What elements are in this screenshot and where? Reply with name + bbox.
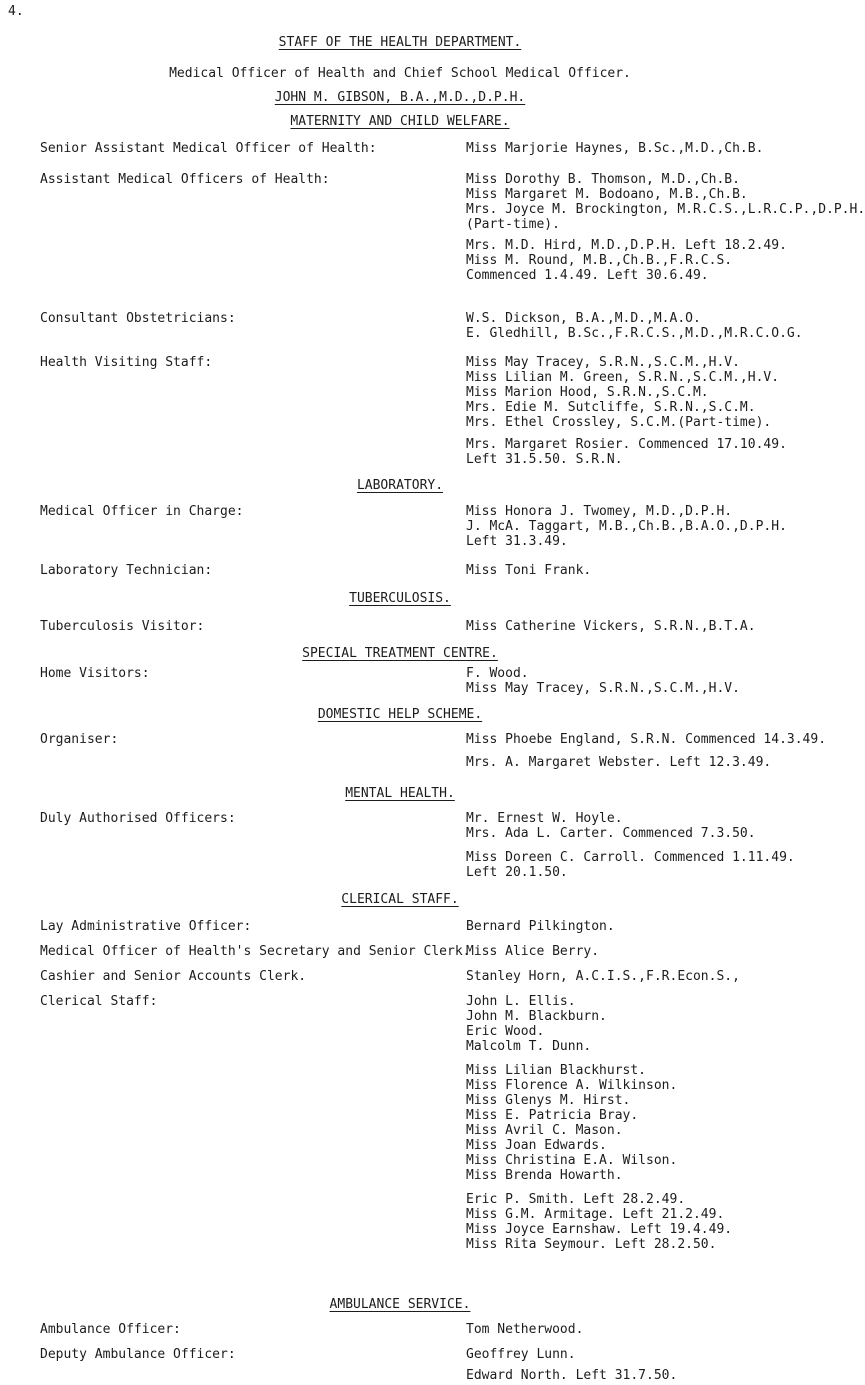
- entry-line: Mrs. A. Margaret Webster. Left 12.3.49.: [466, 755, 772, 770]
- entry-line: Miss Honora J. Twomey, M.D.,D.P.H.: [466, 504, 733, 519]
- entry-line: Mrs. Ethel Crossley, S.C.M.(Part-time).: [466, 415, 772, 430]
- entry-line: Miss Lilian Blackhurst.: [466, 1063, 647, 1078]
- entry-line: W.S. Dickson, B.A.,M.D.,M.A.O.: [466, 311, 701, 326]
- entry-line: Miss Doreen C. Carroll. Commenced 1.11.49.: [466, 850, 795, 865]
- label-home-visitors: Home Visitors:: [40, 666, 150, 681]
- section-heading-clerical: CLERICAL STAFF.: [341, 892, 459, 907]
- label-duly-authorised: Duly Authorised Officers:: [40, 811, 236, 826]
- entry-line: Mrs. Margaret Rosier. Commenced 17.10.49.: [466, 437, 787, 452]
- entry-line: John M. Blackburn.: [466, 1009, 607, 1024]
- entry-line: John L. Ellis.: [466, 994, 576, 1009]
- entry-lay-admin: Bernard Pilkington.: [466, 919, 615, 934]
- entry-senior-assistant: [466, 141, 763, 156]
- page-title: STAFF OF THE HEALTH DEPARTMENT.: [278, 35, 522, 50]
- entry-consultant-obstetricians: [466, 311, 803, 341]
- entry-line: Miss Brenda Howarth.: [466, 1168, 623, 1183]
- entry-line: Miss Dorothy B. Thomson, M.D.,Ch.B.: [466, 172, 740, 187]
- entry-line: Miss Christina E.A. Wilson.: [466, 1153, 678, 1168]
- entry-line: Mrs. Ada L. Carter. Commenced 7.3.50.: [466, 826, 756, 841]
- section-heading-tuberculosis: TUBERCULOSIS.: [349, 591, 451, 606]
- section-heading-mental-health: MENTAL HEALTH.: [345, 786, 455, 801]
- entry-line: J. McA. Taggart, M.B.,Ch.B.,B.A.O.,D.P.H.: [466, 519, 787, 534]
- entry-line: Eric P. Smith. Left 28.2.49.: [466, 1192, 686, 1207]
- label-senior-assistant: Senior Assistant Medical Officer of Health:: [40, 141, 377, 156]
- entry-lab-medical-officer: [466, 504, 787, 549]
- entry-line: Miss Joan Edwards.: [466, 1138, 607, 1153]
- entry-line: Commenced 1.4.49. Left 30.6.49.: [466, 268, 709, 283]
- entry-line: Left 31.3.49.: [466, 534, 568, 549]
- entry-line: (Part-time).: [466, 217, 560, 232]
- entry-home-visitors: [466, 666, 740, 696]
- label-consultant-obstetricians: Consultant Obstetricians:: [40, 311, 236, 326]
- entry-line: F. Wood.: [466, 666, 529, 681]
- label-ambulance-officer: Ambulance Officer:: [40, 1322, 181, 1337]
- entry-line: Mrs. Joyce M. Brockington, M.R.C.S.,L.R.C.P.,D.P.H.: [466, 202, 865, 217]
- label-lab-technician: Laboratory Technician:: [40, 563, 213, 578]
- entry-tb-visitor: Miss Catherine Vickers, S.R.N.,B.T.A.: [466, 619, 756, 634]
- entry-line: Miss May Tracey, S.R.N.,S.C.M.,H.V.: [466, 681, 740, 696]
- entry-health-visiting: [466, 355, 787, 467]
- entry-ambulance-officer: Tom Netherwood.: [466, 1322, 584, 1337]
- entry-lab-technician: Miss Toni Frank.: [466, 563, 592, 578]
- label-health-visiting: Health Visiting Staff:: [40, 355, 213, 370]
- entry-line: Miss Avril C. Mason.: [466, 1123, 623, 1138]
- entry-line: Eric Wood.: [466, 1024, 545, 1039]
- section-heading-laboratory: LABORATORY.: [356, 478, 444, 493]
- section-heading-maternity: MATERNITY AND CHILD WELFARE.: [290, 114, 510, 129]
- entry-line: Mrs. Edie M. Sutcliffe, S.R.N.,S.C.M.: [466, 400, 756, 415]
- label-lay-admin: Lay Administrative Officer:: [40, 919, 252, 934]
- entry-clerical-staff: [466, 994, 732, 1252]
- entry-line: Malcolm T. Dunn.: [466, 1039, 592, 1054]
- label-assistant-mos: Assistant Medical Officers of Health:: [40, 172, 330, 187]
- label-tb-visitor: Tuberculosis Visitor:: [40, 619, 205, 634]
- section-heading-special-treatment: SPECIAL TREATMENT CENTRE.: [302, 646, 498, 661]
- entry-deputy-ambulance-former: Edward North. Left 31.7.50.: [466, 1368, 678, 1383]
- entry-line: Miss E. Patricia Bray.: [466, 1108, 639, 1123]
- label-cashier: Cashier and Senior Accounts Clerk.: [40, 969, 307, 984]
- entry-line: Miss Glenys M. Hirst.: [466, 1093, 631, 1108]
- entry-line: Left 20.1.50.: [466, 865, 568, 880]
- label-organiser: Organiser:: [40, 732, 119, 747]
- entry-line: Miss Florence A. Wilkinson.: [466, 1078, 678, 1093]
- entry-line: E. Gledhill, B.Sc.,F.R.C.S.,M.D.,M.R.C.O.G.: [466, 326, 803, 341]
- entry-line: Left 31.5.50. S.R.N.: [466, 452, 623, 467]
- label-lab-medical-officer: Medical Officer in Charge:: [40, 504, 244, 519]
- entry-line: Miss Marion Hood, S.R.N.,S.C.M.: [466, 385, 709, 400]
- label-clerical-staff: Clerical Staff:: [40, 994, 158, 1009]
- entry-duly-authorised: [466, 811, 795, 880]
- moh-role: Medical Officer of Health and Chief School Medical Officer.: [169, 66, 631, 81]
- entry-organiser: [466, 732, 826, 770]
- entry-line: Miss M. Round, M.B.,Ch.B.,F.R.C.S.: [466, 253, 733, 268]
- entry-line: Miss Lilian M. Green, S.R.N.,S.C.M.,H.V.: [466, 370, 780, 385]
- page-number: 4.: [8, 4, 24, 19]
- entry-line: Mrs. M.D. Hird, M.D.,D.P.H. Left 18.2.49.: [466, 238, 787, 253]
- entry-line: Miss Phoebe England, S.R.N. Commenced 14.3.49.: [466, 732, 827, 747]
- section-heading-domestic-help: DOMESTIC HELP SCHEME.: [317, 707, 483, 722]
- entry-cashier: Stanley Horn, A.C.I.S.,F.R.Econ.S.,: [466, 969, 740, 984]
- section-heading-ambulance: AMBULANCE SERVICE.: [329, 1297, 471, 1312]
- entry-line: Miss Margaret M. Bodoano, M.B.,Ch.B.: [466, 187, 748, 202]
- entry-line: Miss Joyce Earnshaw. Left 19.4.49.: [466, 1222, 733, 1237]
- label-deputy-ambulance: Deputy Ambulance Officer:: [40, 1347, 236, 1362]
- entry-assistant-mos: [466, 172, 865, 283]
- entry-deputy-ambulance: Geoffrey Lunn.: [466, 1347, 576, 1362]
- entry-line: Miss G.M. Armitage. Left 21.2.49.: [466, 1207, 725, 1222]
- entry-line: Miss Rita Seymour. Left 28.2.50.: [466, 1237, 717, 1252]
- label-secretary: Medical Officer of Health's Secretary and Senior Clerk.: [40, 944, 471, 959]
- entry-line: Mr. Ernest W. Hoyle.: [466, 811, 623, 826]
- entry-line: Miss May Tracey, S.R.N.,S.C.M.,H.V.: [466, 355, 740, 370]
- entry-line: Miss Marjorie Haynes, B.Sc.,M.D.,Ch.B.: [466, 141, 764, 156]
- moh-name: JOHN M. GIBSON, B.A.,M.D.,D.P.H.: [274, 90, 526, 105]
- entry-secretary: Miss Alice Berry.: [466, 944, 600, 959]
